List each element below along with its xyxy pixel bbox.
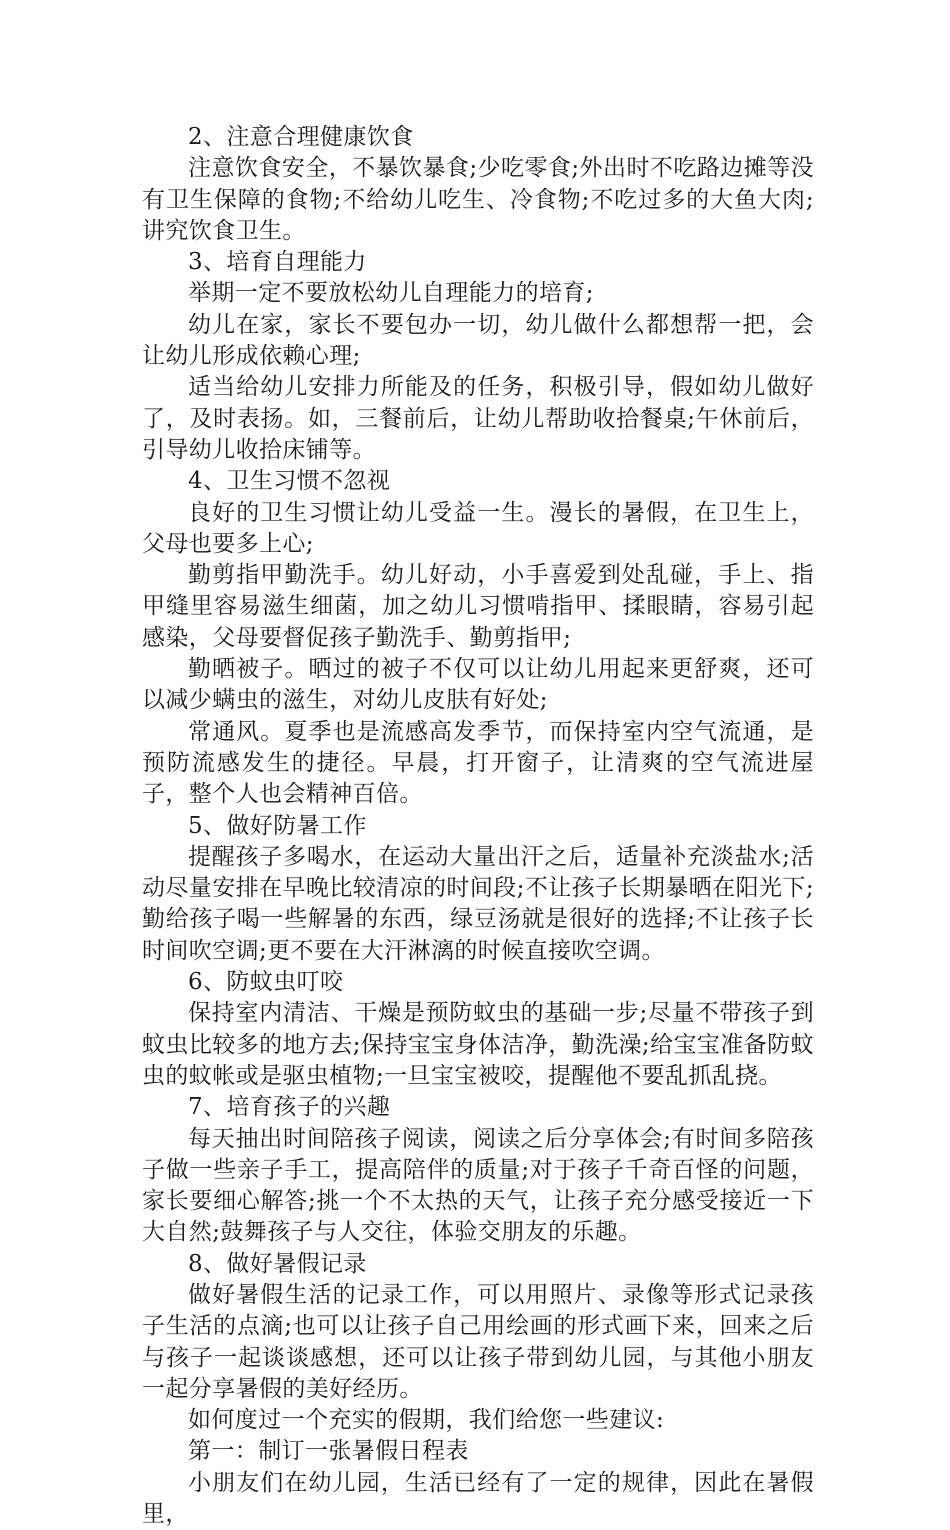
heading-records: 8、做好暑假记录 bbox=[188, 1250, 367, 1277]
paragraph: 注意饮食安全，不暴饮暴食;少吃零食;外出时不吃路边摊等没有卫生保障的食物;不给幼儿吃生、冷食物;不吃过多的大鱼大肉;讲究饮食卫生。 bbox=[142, 155, 814, 244]
heading-hygiene: 4、卫生习惯不忽视 bbox=[188, 468, 391, 495]
heading-diet: 2、注意合理健康饮食 bbox=[188, 124, 414, 150]
heading-interests: 7、培育孩子的兴趣 bbox=[188, 1094, 391, 1121]
heading-mosquito: 6、防蚊虫叮咬 bbox=[188, 969, 344, 996]
paragraph: 保持室内清洁、干燥是预防蚊虫的基础一步;尽量不带孩子到蚊虫比较多的地方去;保持宝宝身体洁净，勤洗澡;给宝宝准备防蚊虫的蚊帐或是驱虫植物;一旦宝宝被咬，提醒他不要乱抓乱挠。 bbox=[142, 1000, 814, 1089]
paragraph: 提醒孩子多喝水，在运动大量出汗之后，适量补充淡盐水;活动尽量安排在早晚比较清凉的时间段;不让孩子长期暴晒在阳光下;勤给孩子喝一些解暑的东西，绿豆汤就是很好的选择;不让孩子长时间吹空调;更不要在大汗淋漓的时候直接吹空调。 bbox=[142, 843, 814, 964]
paragraph: 勤晒被子。晒过的被子不仅可以让幼儿用起来更舒爽，还可以减少螨虫的滋生，对幼儿皮肤有好处; bbox=[142, 656, 814, 714]
paragraph: 良好的卫生习惯让幼儿受益一生。漫长的暑假，在卫生上，父母也要多上心; bbox=[142, 499, 814, 557]
heading-heatstroke: 5、做好防暑工作 bbox=[188, 812, 367, 839]
paragraph: 幼儿在家，家长不要包办一切，幼儿做什么都想帮一把，会让幼儿形成依赖心理; bbox=[142, 311, 814, 370]
paragraph: 如何度过一个充实的假期，我们给您一些建议: bbox=[188, 1407, 665, 1434]
heading-schedule: 第一：制订一张暑假日程表 bbox=[188, 1438, 469, 1465]
paragraph: 适当给幼儿安排力所能及的任务，积极引导，假如幼儿做好了，及时表扬。如，三餐前后，让幼儿帮助收拾餐桌;午休前后，引导幼儿收拾床铺等。 bbox=[142, 374, 814, 463]
paragraph: 举期一定不要放松幼儿自理能力的培育; bbox=[188, 280, 594, 307]
document-body bbox=[142, 122, 814, 1530]
heading-self-care: 3、培育自理能力 bbox=[188, 249, 367, 276]
paragraph: 每天抽出时间陪孩子阅读，阅读之后分享体会;有时间多陪孩子做一些亲子手工，提高陪伴的质量;对于孩子千奇百怪的问题，家长要细心解答;挑一个不太热的天气，让孩子充分感受接近一下大自然;鼓舞孩子与人交往，体验交朋友的乐趣。 bbox=[142, 1125, 814, 1246]
paragraph: 做好暑假生活的记录工作，可以用照片、录像等形式记录孩子生活的点滴;也可以让孩子自己用绘画的形式画下来，回来之后与孩子一起谈谈感想，还可以让孩子带到幼儿园，与其他小朋友一起分享暑假的美好经历。 bbox=[142, 1281, 814, 1402]
paragraph: 勤剪指甲勤洗手。幼儿好动，小手喜爱到处乱碰，手上、指甲缝里容易滋生细菌，加之幼儿习惯啃指甲、揉眼睛，容易引起感染，父母要督促孩子勤洗手、勤剪指甲; bbox=[142, 562, 814, 651]
paragraph: 常通风。夏季也是流感高发季节，而保持室内空气流通，是预防流感发生的捷径。早晨，打开窗子，让清爽的空气流进屋子，整个人也会精神百倍。 bbox=[142, 718, 814, 808]
paragraph: 小朋友们在幼儿园，生活已经有了一定的规律，因此在暑假里， bbox=[142, 1469, 814, 1528]
